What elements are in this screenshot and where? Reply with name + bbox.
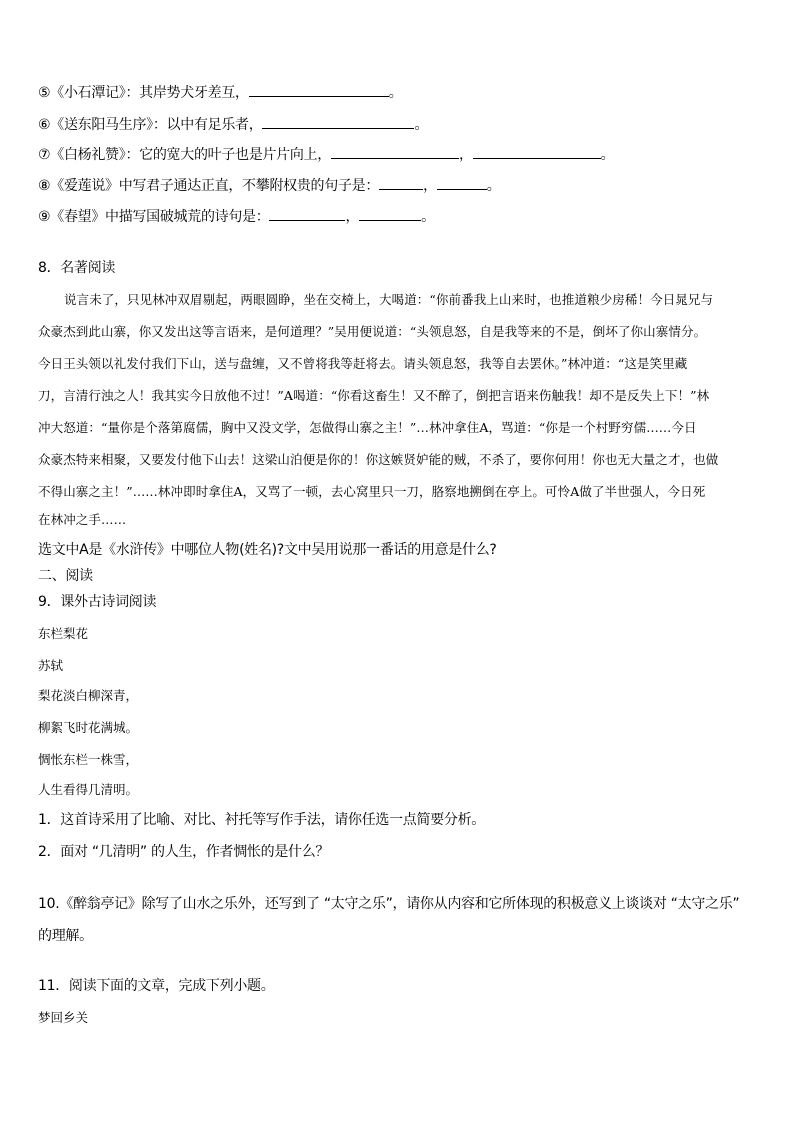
passage-line: 在林冲之手…… <box>38 512 127 527</box>
passage-line: 不得山寨之主！”……林冲即时拿住A，又骂了一顿，去心窝里只一刀，胳察地搠倒在亭上。可怜A做了半世强人，今日死 <box>38 484 706 499</box>
fill-blank-5: ⑤《小石潭记》：其岸势犬牙差互， 。 <box>38 82 402 103</box>
fill-blank-9: ⑨《春望》中描写国破城荒的诗句是： ， 。 <box>38 206 435 227</box>
question-9-title: 9．课外古诗词阅读 <box>38 594 157 610</box>
answer-blank[interactable] <box>269 206 345 221</box>
fill-blank-7: ⑦《白杨礼赞》：它的宽大的叶子也是片片向上， ， 。 <box>38 144 614 165</box>
answer-blank[interactable] <box>359 206 421 221</box>
answer-blank[interactable] <box>473 144 601 159</box>
fill-blank-8: ⑧《爱莲说》中写君子通达正直，不攀附权贵的句子是： ， 。 <box>38 175 500 196</box>
poem-line: 梨花淡白柳深青， <box>38 688 139 703</box>
fill-blank-6: ⑥《送东阳马生序》：以中有足乐者， 。 <box>38 114 428 135</box>
answer-blank[interactable] <box>437 175 487 190</box>
poem-line: 人生看得几清明。 <box>38 782 139 797</box>
question-8-title: 8．名著阅读 <box>38 260 116 276</box>
question-8-prompt: 选文中A是《水浒传》中哪位人物(姓名)?文中吴用说那一番话的用意是什么? <box>38 542 497 558</box>
question-10-line1: 10.《醉翁亭记》除写了山水之乐外，还写到了 “太守之乐”，请你从内容和它所体现的积极意义上谈谈对 “太守之乐” <box>38 896 740 912</box>
section-heading: 二、阅读 <box>38 568 93 584</box>
question-11-title: 11．阅读下面的文章，完成下列小题。 <box>38 978 275 994</box>
article-title: 梦回乡关 <box>38 1010 89 1025</box>
poem-line: 惆怅东栏一株雪， <box>38 752 139 767</box>
question-9-sub1: 1．这首诗采用了比喻、对比、衬托等写作手法，请你任选一点简要分析。 <box>38 812 486 828</box>
passage-line: 众豪杰特来相聚，又要发付他下山去！这梁山泊便是你的！你这嫉贤妒能的贼，不杀了，要你何用！你也无大量之才，也做 <box>38 452 719 467</box>
question-10-line2: 的理解。 <box>38 928 93 944</box>
answer-blank[interactable] <box>331 144 459 159</box>
answer-blank[interactable] <box>379 175 423 190</box>
passage-line: 说言未了，只见林冲双眉剔起，两眼圆睁，坐在交椅上，大喝道：“你前番我上山来时，也推道粮少房稀！今日晁兄与 <box>64 292 714 307</box>
poem-author: 苏轼 <box>38 658 64 673</box>
poem-line: 柳絮飞时花满城。 <box>38 720 139 735</box>
passage-line: 刀，言清行浊之人！我其实今日放他不过！”A喝道：“你看这畜生！又不醉了，倒把言语来伤触我！却不是反失上下！”林 <box>38 388 710 403</box>
passage-line: 冲大怒道：“量你是个落第腐儒，胸中又没文学，怎做得山寨之主！”…林冲拿住A，骂道：“你是一个村野穷儒……今日 <box>38 420 697 435</box>
answer-blank[interactable] <box>262 114 414 129</box>
poem-title: 东栏梨花 <box>38 626 89 641</box>
question-9-sub2: 2．面对 “几清明” 的人生，作者惆怅的是什么？ <box>38 844 330 860</box>
answer-blank[interactable] <box>249 82 389 97</box>
passage-line: 众豪杰到此山寨，你又发出这等言语来，是何道理？”吴用便说道：“头领息怒，自是我等来的不是，倒坏了你山寨情分。 <box>38 324 707 339</box>
passage-line: 今日王头领以礼发付我们下山，送与盘缠，又不曾将我等赶将去。请头领息怒，我等自去罢休。”林冲道：“这是笑里藏 <box>38 356 688 371</box>
